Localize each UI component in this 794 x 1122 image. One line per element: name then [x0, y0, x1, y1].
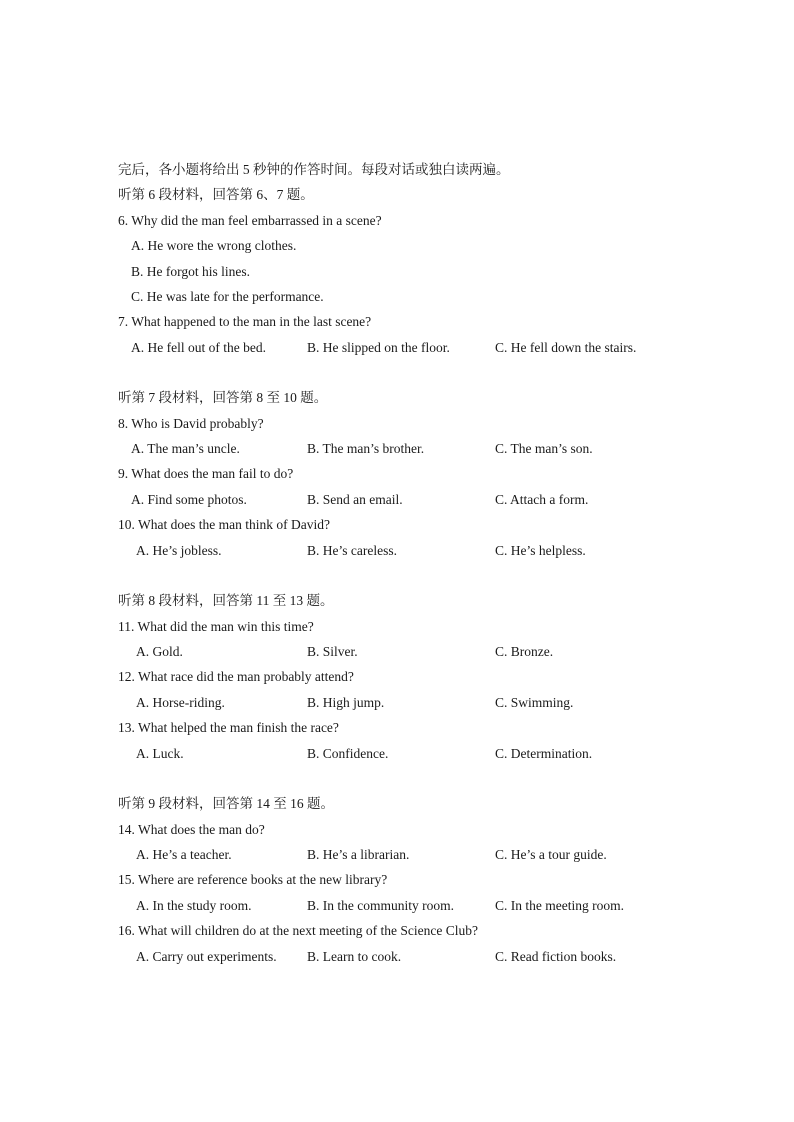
question-14-option-a: A. He’s a teacher.: [136, 847, 232, 862]
question-10: 10. What does the man think of David?: [118, 517, 330, 532]
question-14-option-b: B. He’s a librarian.: [307, 847, 410, 862]
question-8: 8. Who is David probably?: [118, 416, 264, 431]
question-10-option-a: A. He’s jobless.: [136, 543, 222, 558]
question-12-option-c: C. Swimming.: [495, 695, 574, 710]
question-13-option-c: C. Determination.: [495, 746, 593, 761]
question-16: 16. What will children do at the next meeting of the Science Club?: [118, 923, 479, 938]
section-header: 听第 8 段材料，回答第 11 至 13 题。: [118, 593, 334, 608]
question-15-option-c: C. In the meeting room.: [495, 898, 624, 913]
question-9-option-b: B. Send an email.: [307, 492, 403, 507]
question-6: 6. Why did the man feel embarrassed in a scene?: [118, 213, 382, 228]
question-8-option-a: A. The man’s uncle.: [131, 441, 240, 456]
question-10-option-c: C. He’s helpless.: [495, 543, 586, 558]
question-7-option-c: C. He fell down the stairs.: [495, 340, 637, 355]
question-11-option-b: B. Silver.: [307, 644, 358, 659]
section-header: 听第 9 段材料，回答第 14 至 16 题。: [118, 796, 334, 811]
question-15: 15. Where are reference books at the new library?: [118, 872, 388, 887]
question-15-option-a: A. In the study room.: [136, 898, 252, 913]
question-7: 7. What happened to the man in the last scene?: [118, 314, 372, 329]
question-7-option-b: B. He slipped on the floor.: [307, 340, 450, 355]
question-7-option-a: A. He fell out of the bed.: [131, 340, 266, 355]
question-16-option-a: A. Carry out experiments.: [136, 949, 277, 964]
question-9-option-a: A. Find some photos.: [131, 492, 247, 507]
question-10-option-b: B. He’s careless.: [307, 543, 397, 558]
section-header: 听第 6 段材料，回答第 6、7 题。: [118, 187, 314, 202]
question-9-option-c: C. Attach a form.: [495, 492, 589, 507]
question-8-option-b: B. The man’s brother.: [307, 441, 425, 456]
question-11-option-c: C. Bronze.: [495, 644, 554, 659]
question-6-option-b: B. He forgot his lines.: [131, 264, 250, 279]
section-header: 听第 7 段材料，回答第 8 至 10 题。: [118, 390, 328, 405]
question-16-option-c: C. Read fiction books.: [495, 949, 617, 964]
question-14-option-c: C. He’s a tour guide.: [495, 847, 607, 862]
question-8-option-c: C. The man’s son.: [495, 441, 593, 456]
question-16-option-b: B. Learn to cook.: [307, 949, 402, 964]
question-12-option-a: A. Horse-riding.: [136, 695, 225, 710]
question-11-option-a: A. Gold.: [136, 644, 183, 659]
question-13-option-b: B. Confidence.: [307, 746, 389, 761]
question-14: 14. What does the man do?: [118, 822, 265, 837]
intro-instruction: 完后，各小题将给出 5 秒钟的作答时间。每段对话或独白读两遍。: [118, 162, 510, 177]
question-13: 13. What helped the man finish the race?: [118, 720, 339, 735]
question-9: 9. What does the man fail to do?: [118, 466, 294, 481]
question-13-option-a: A. Luck.: [136, 746, 184, 761]
question-12-option-b: B. High jump.: [307, 695, 385, 710]
question-6-option-c: C. He was late for the performance.: [131, 289, 324, 304]
question-6-option-a: A. He wore the wrong clothes.: [131, 238, 297, 253]
question-11: 11. What did the man win this time?: [118, 619, 314, 634]
question-12: 12. What race did the man probably attend?: [118, 669, 354, 684]
question-15-option-b: B. In the community room.: [307, 898, 454, 913]
